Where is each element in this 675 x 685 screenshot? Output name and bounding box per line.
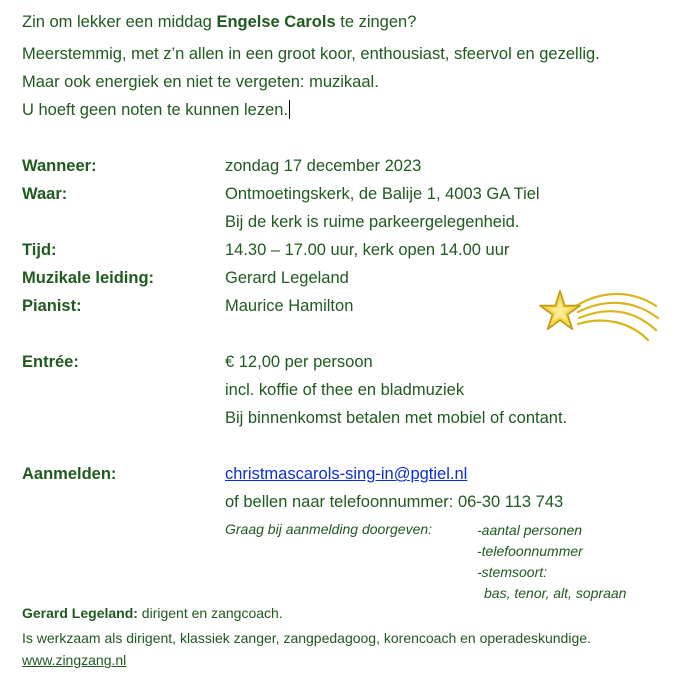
waar-label: Waar: <box>22 185 68 203</box>
phone-text: of bellen naar telefoonnummer: 06-30 113 743 <box>225 493 564 511</box>
pianist-label: Pianist: <box>22 297 82 315</box>
leiding-value: Gerard Legeland <box>225 269 349 287</box>
footer-name: Gerard Legeland: <box>22 605 138 621</box>
waar-value-parking: Bij de kerk is ruime parkeergelegenheid. <box>225 213 520 231</box>
registration-item-phone: -telefoonnummer <box>477 543 583 559</box>
waar-value-address: Ontmoetingskerk, de Balije 1, 4003 GA Tiel <box>225 185 540 203</box>
footer-title <box>22 603 283 623</box>
tijd-value: 14.30 – 17.00 uur, kerk open 14.00 uur <box>225 241 510 259</box>
pianist-value: Maurice Hamilton <box>225 297 354 315</box>
email-link[interactable]: christmascarols-sing-in@pgtiel.nl <box>225 465 468 483</box>
entree-price: € 12,00 per persoon <box>225 353 373 371</box>
intro-highlight: Engelse Carols <box>216 13 336 31</box>
registration-item-persons: -aantal personen <box>477 522 583 538</box>
aanmelden-label: Aanmelden: <box>22 465 117 483</box>
registration-note: Graag bij aanmelding doorgeven: <box>225 521 433 537</box>
tijd-label: Tijd: <box>22 241 57 259</box>
intro-line-4-text: U hoeft geen noten te kunnen lezen. <box>22 101 289 119</box>
wanneer-value: zondag 17 december 2023 <box>225 157 422 175</box>
intro-line-3: Maar ook energiek en niet te vergeten: muzikaal. <box>22 73 379 91</box>
intro-line-1 <box>22 12 416 32</box>
entree-includes: incl. koffie of thee en bladmuziek <box>225 381 465 399</box>
website-link[interactable]: www.zingzang.nl <box>22 652 127 668</box>
text-cursor <box>289 100 290 119</box>
registration-voice-options: bas, tenor, alt, sopraan <box>484 585 627 601</box>
shooting-star-icon <box>532 284 662 346</box>
entree-label: Entrée: <box>22 353 79 371</box>
registration-item-voice: -stemsoort: <box>477 564 548 580</box>
wanneer-label: Wanneer: <box>22 157 97 175</box>
intro-line-1-end: te zingen? <box>335 13 417 31</box>
footer-role: dirigent en zangcoach. <box>137 605 283 621</box>
intro-line-1-start: Zin om lekker een middag <box>22 13 217 31</box>
entree-payment: Bij binnenkomst betalen met mobiel of contant. <box>225 409 568 427</box>
leiding-label: Muzikale leiding: <box>22 269 155 287</box>
intro-line-4 <box>22 100 290 120</box>
footer-bio: Is werkzaam als dirigent, klassiek zanger, zangpedagoog, korencoach en operadeskundige. <box>22 630 591 646</box>
intro-line-2: Meerstemmig, met z’n allen in een groot koor, enthousiast, sfeervol en gezellig. <box>22 45 600 63</box>
